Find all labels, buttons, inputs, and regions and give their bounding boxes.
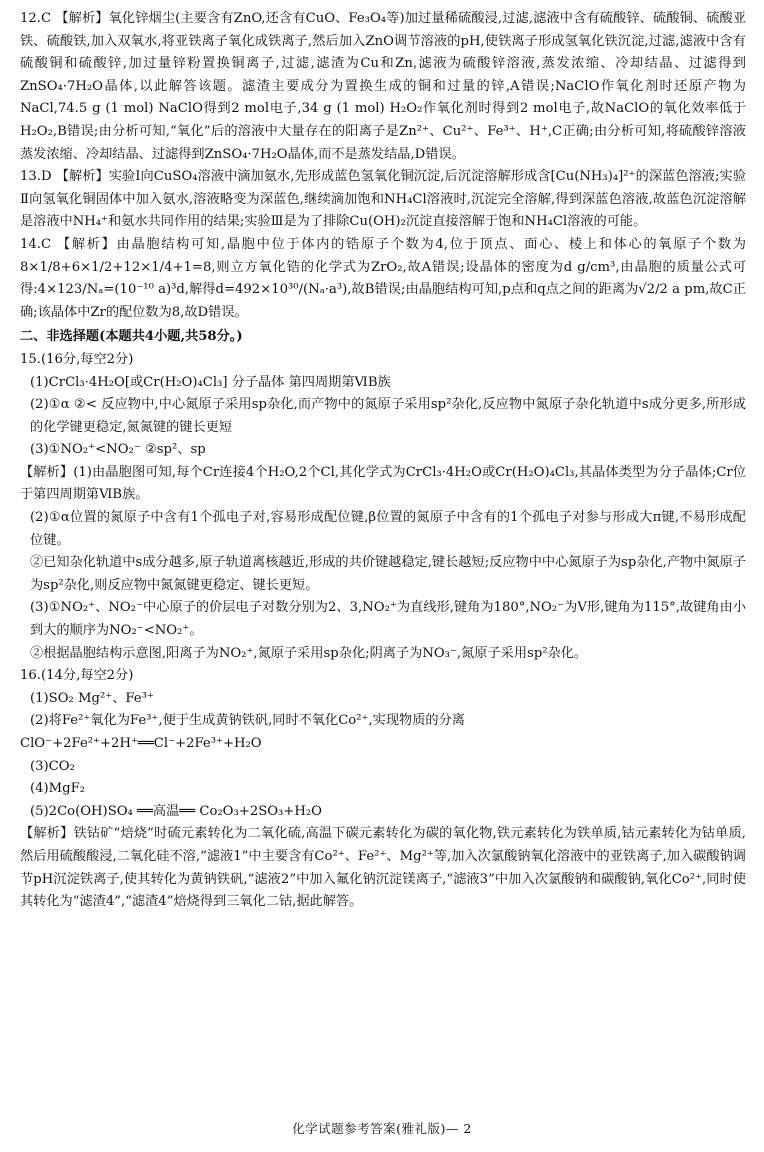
q15-answer-3: (3)①NO₂⁺<NO₂⁻ ②sp²、sp — [30, 442, 206, 458]
q16-answer-3: (3)CO₂ — [30, 758, 75, 774]
q16-equation-1: ClO⁻+2Fe²⁺+2H⁺══Cl⁻+2Fe³⁺+H₂O — [20, 736, 262, 751]
q16-answer-5: (5)2Co(OH)SO₄ ══高温══ Co₂O₃+2SO₃+H₂O — [30, 803, 322, 819]
page-footer: 化学试题参考答案(雅礼版)— 2 — [292, 1121, 472, 1136]
answer-page — [20, 8, 746, 914]
question-15-heading: 15.(16分,每空2分) — [20, 351, 134, 367]
q15-analysis-2a: (2)①α位置的氮原子中含有1个孤电子对,容易形成配位键,β位置的氮原子中含有的1个孤电子对参与形成大π键,不易形成配位键。 — [30, 510, 746, 548]
q15-analysis-2b: ②已知杂化轨道中s成分越多,原子轨道离核越近,形成的共价键越稳定,键长越短;反应物中中心氮原子为sp杂化,产物中氮原子为sp²杂化,则反应物中氮氮键更稳定、键长更短。 — [30, 555, 746, 593]
question-16-heading: 16.(14分,每空2分) — [20, 668, 134, 684]
q15-answer-1: (1)CrCl₃·4H₂O[或Cr(H₂O)₄Cl₃] 分子晶体 第四周期第ⅥB族 — [30, 374, 391, 390]
q15-analysis-1: 【解析】(1)由晶胞图可知,每个Cr连接4个H₂O,2个Cl,其化学式为CrCl₃·4H₂O或Cr(H₂O)₄Cl₃,其晶体类型为分子晶体;Cr位于第四周期第ⅥB族。 — [20, 464, 746, 503]
answer-14: 14.C 【解析】由晶胞结构可知,晶胞中位于体内的锆原子个数为4,位于顶点、面心、棱上和体心的氧原子个数为8×1/8+6×1/2+12×1/4+1=8,则立方氧化锆的化学式为ZrO₂,故A错误;设晶体的密度为d g/cm³,由晶胞的质量公式可得:4×123/Nₐ=(10⁻¹⁰ a)³d,解得d=492×10³⁰/(Nₐ·a³),故B错误;由晶胞结构可知,p点和q点之间的距离为√2/2 a pm,故C正确;该晶体中Zr的配位数为8,故D错误。 — [20, 236, 746, 320]
answer-12: 12.C 【解析】氧化锌烟尘(主要含有ZnO,还含有CuO、Fe₃O₄等)加过量稀硫酸浸,过滤,滤液中含有硫酸锌、硫酸铜、硫酸亚铁、硫酸铁,加入双氧水,将亚铁离子氧化成铁离子,然后加入ZnO调节溶液的pH,使铁离子形成氢氧化铁沉淀,过滤,滤液中含有硫酸铜和硫酸锌,加过量锌粉置换铜离子,过滤,滤渣为Cu和Zn,滤液为硫酸锌溶液,蒸发浓缩、冷却结晶、过滤得到ZnSO₄·7H₂O晶体,以此解答该题。滤渣主要成分为置换生成的铜和过量的锌,A错误;NaClO作氧化剂时还原产物为NaCl,74.5 g (1 mol) NaClO得到2 mol电子,34 g (1 mol) H₂O₂作氧化剂时得到2 mol电子,故NaClO的氧化效率低于H₂O₂,B错误;由分析可知,“氧化”后的溶液中大量存在的阳离子是Zn²⁺、Cu²⁺、Fe³⁺、H⁺,C正确;由分析可知,将硫酸锌溶液蒸发浓缩、冷却结晶、过滤得到ZnSO₄·7H₂O晶体,而不是蒸发结晶,D错误。 — [20, 11, 746, 162]
answer-13: 13.D 【解析】实验Ⅰ向CuSO₄溶液中滴加氨水,先形成蓝色氢氧化铜沉淀,后沉淀溶解形成含[Cu(NH₃)₄]²⁺的深蓝色溶液;实验Ⅱ向氢氧化铜固体中加入氨水,溶液略变为深蓝色,继续滴加饱和NH₄Cl溶液时,沉淀完全溶解,得到深蓝色溶液,故蓝色沉淀溶解是溶液中NH₄⁺和氨水共同作用的结果;实验Ⅲ是为了排除Cu(OH)₂沉淀直接溶解于饱和NH₄Cl溶液的可能。 — [20, 169, 746, 230]
q16-analysis: 【解析】铁钴矿“焙烧”时硫元素转化为二氧化硫,高温下碳元素转化为碳的氧化物,铁元素转化为铁单质,钴元素转化为钴单质,然后用硫酸酸浸,二氧化硅不溶,“滤液1”中主要含有Co²⁺、Fe²⁺、Mg²⁺等,加入次氯酸钠氧化溶液中的亚铁离子,加入碳酸钠调节pH沉淀铁离子,使其转化为黄钠铁矾,“滤液2”中加入氟化钠沉淀镁离子,“滤液3”中加入次氯酸钠和碳酸钠,氧化Co²⁺,同时使其转化为“滤渣4”,“滤渣4”焙烧得到三氧化二钴,据此解答。 — [20, 826, 746, 910]
section-heading: 二、非选择题(本题共4小题,共58分。) — [20, 329, 243, 345]
q15-answer-2: (2)①α ②< 反应物中,中心氮原子采用sp杂化,而产物中的氮原子采用sp²杂化,反应物中氮原子杂化轨道中s成分更多,所形成的化学键更稳定,氮氮键的键长更短 — [30, 397, 746, 435]
q15-analysis-3b: ②根据晶胞结构示意图,阳离子为NO₂⁺,氮原子采用sp杂化;阴离子为NO₃⁻,氮原子采用sp²杂化。 — [30, 645, 588, 661]
q16-answer-1: (1)SO₂ Mg²⁺、Fe³⁺ — [30, 690, 154, 706]
q16-answer-4: (4)MgF₂ — [30, 781, 86, 797]
q16-answer-2: (2)将Fe²⁺氧化为Fe³⁺,便于生成黄钠铁矾,同时不氧化Co²⁺,实现物质的分离 — [30, 713, 465, 729]
q15-analysis-3a: (3)①NO₂⁺、NO₂⁻中心原子的价层电子对数分别为2、3,NO₂⁺为直线形,键角为180°,NO₂⁻为V形,键角为115°,故键角由小到大的顺序为NO₂⁻<NO₂⁺。 — [30, 600, 746, 639]
